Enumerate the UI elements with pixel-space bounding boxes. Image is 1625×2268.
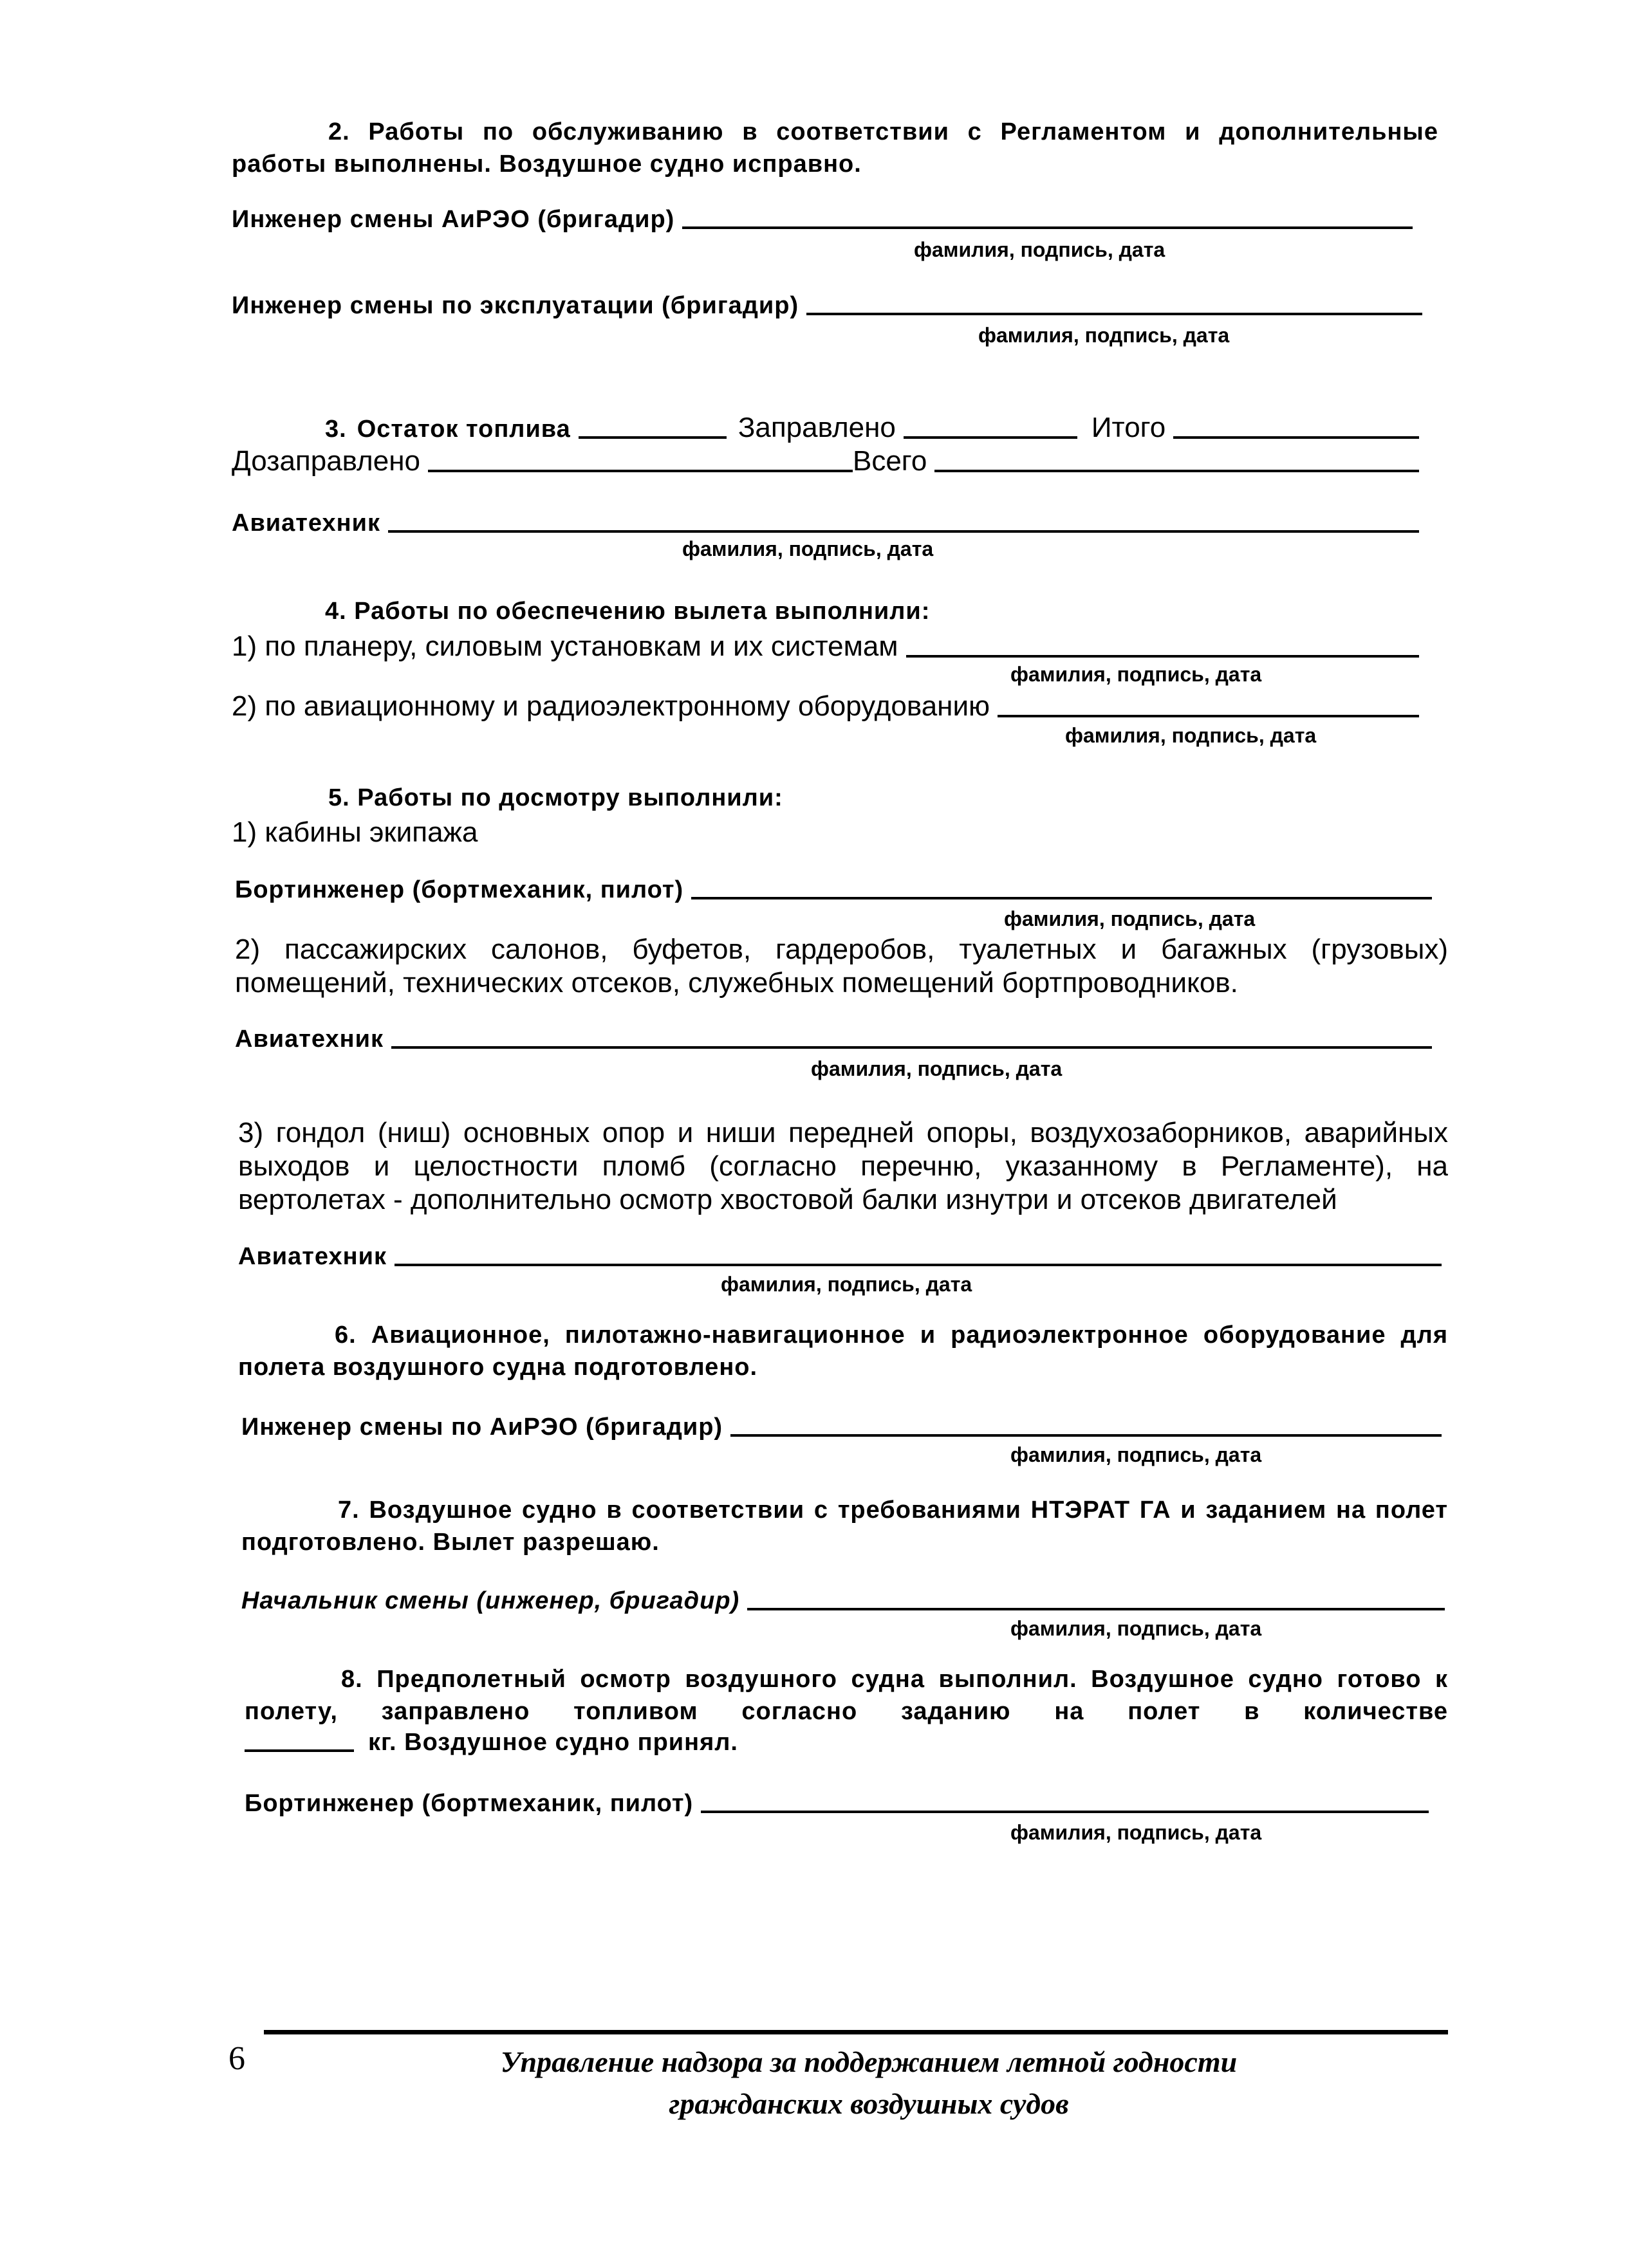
section-6-heading: 6. Авиационное, пилотажно-навигационное и радиоэлектронное оборудование для полета воздушного судна подготовлено. — [238, 1322, 1448, 1381]
quantity-unit-text: кг. Воздушное судно принял. — [368, 1729, 738, 1756]
signature-label: Начальник смены (инженер, бригадир) — [241, 1587, 740, 1614]
topped-up-label: Дозаправлено — [232, 445, 420, 477]
section-4-heading: 4. Работы по обеспечению вылета выполнили: — [325, 598, 931, 625]
signature-caption: фамилия, подпись, дата — [1010, 1443, 1262, 1466]
refueled-label: Заправлено — [738, 412, 896, 443]
total-label: Итого — [1091, 412, 1166, 443]
signature-caption: фамилия, подпись, дата — [721, 1273, 972, 1296]
signature-label: Инженер смены по эксплуатации (бригадир) — [232, 292, 799, 319]
section-3-fuel-row — [325, 412, 1419, 444]
signature-caption: фамилия, подпись, дата — [811, 1057, 1063, 1080]
section-3-technician — [232, 508, 1419, 538]
section-8-quantity-row — [245, 1728, 738, 1757]
refueled-field[interactable] — [904, 436, 1077, 439]
topped-up-field[interactable] — [428, 470, 853, 472]
total-field[interactable] — [1173, 436, 1419, 439]
all-label: Всего — [852, 445, 927, 477]
section-7-signature — [241, 1586, 1445, 1616]
signature-label: Авиатехник — [232, 510, 381, 537]
section-5-engineer — [235, 875, 1432, 905]
signature-line[interactable] — [388, 530, 1419, 533]
signature-line[interactable] — [730, 1434, 1442, 1437]
section-5-technician-1 — [235, 1024, 1432, 1054]
signature-caption: фамилия, подпись, дата — [1065, 724, 1317, 747]
section-2-signature-1 — [232, 205, 1413, 234]
signature-caption: фамилия, подпись, дата — [1004, 907, 1256, 930]
signature-line[interactable] — [747, 1608, 1445, 1610]
signature-caption: фамилия, подпись, дата — [1010, 1821, 1262, 1844]
section-3-number: 3. — [325, 416, 347, 443]
signature-line[interactable] — [906, 655, 1419, 658]
signature-caption: фамилия, подпись, дата — [978, 324, 1230, 347]
section-5-item-1: 1) кабины экипажа — [232, 816, 478, 848]
footer-line-2: гражданских воздушных судов — [669, 2087, 1069, 2120]
section-7-heading: 7. Воздушное судно в соответствии с требованиями НТЭРАТ ГА и заданием на полет подготовлено. Вылет разрешаю. — [241, 1497, 1448, 1556]
signature-caption: фамилия, подпись, дата — [914, 238, 1165, 261]
signature-caption: фамилия, подпись, дата — [1010, 1617, 1262, 1640]
signature-label: Авиатехник — [235, 1026, 384, 1053]
section-6-signature — [241, 1412, 1442, 1442]
signature-label: Инженер смены по АиРЭО (бригадир) — [241, 1414, 723, 1441]
signature-line[interactable] — [691, 897, 1432, 899]
section-8-heading: 8. Предполетный осмотр воздушного судна выполнил. Воздушное судно готово к полету, заправлено топливом согласно заданию на полет в количестве — [245, 1666, 1448, 1725]
signature-label: Бортинженер (бортмеханик, пилот) — [245, 1790, 694, 1817]
section-2-signature-2 — [232, 291, 1422, 320]
signature-caption: фамилия, подпись, дата — [682, 537, 934, 560]
section-8-signature — [245, 1789, 1429, 1818]
signature-line[interactable] — [682, 226, 1413, 229]
section-5-item-3: 3) гондол (ниш) основных опор и ниши передней опоры, воздухозаборников, аварийных выходов и целостности пломб (согласно перечню, указанному в Регламенте), на вертолетах - дополнительно осмотр хвостовой балки изнутри и отсеков двигателей — [238, 1117, 1448, 1215]
signature-caption: фамилия, подпись, дата — [1010, 663, 1262, 686]
footer-rule — [264, 2030, 1448, 2034]
signature-label: Авиатехник — [238, 1243, 387, 1270]
section-5-technician-2 — [238, 1242, 1442, 1271]
section-2-heading: 2. Работы по обслуживанию в соответствии с Регламентом и дополнительные работы выполнены. Воздушное судно исправно. — [232, 118, 1438, 178]
signature-label: Инженер смены АиРЭО (бригадир) — [232, 206, 675, 233]
section-4-item-1 — [232, 631, 1419, 663]
fuel-rest-field[interactable] — [579, 436, 727, 439]
section-5-heading: 5. Работы по досмотру выполнили: — [328, 784, 783, 811]
footer-line-1: Управление надзора за поддержанием летной годности — [500, 2045, 1238, 2078]
section-3-topup-row — [232, 445, 1419, 477]
item-text: 1) по планеру, силовым установкам и их системам — [232, 631, 898, 662]
section-5-item-2: 2) пассажирских салонов, буфетов, гардеробов, туалетных и багажных (грузовых) помещений, технических отсеков, служебных помещений бортпроводников. — [235, 934, 1448, 999]
signature-line[interactable] — [998, 715, 1419, 717]
fuel-quantity-field[interactable] — [245, 1749, 354, 1752]
signature-line[interactable] — [701, 1811, 1429, 1813]
all-field[interactable] — [934, 470, 1419, 472]
item-text: 2) по авиационному и радиоэлектронному оборудованию — [232, 690, 990, 722]
signature-label: Бортинженер (бортмеханик, пилот) — [235, 876, 684, 903]
page-number: 6 — [228, 2040, 245, 2077]
signature-line[interactable] — [391, 1046, 1432, 1049]
signature-line[interactable] — [395, 1264, 1442, 1266]
section-4-item-2 — [232, 690, 1419, 723]
signature-line[interactable] — [806, 313, 1422, 315]
fuel-rest-label: Остаток топлива — [357, 416, 571, 443]
